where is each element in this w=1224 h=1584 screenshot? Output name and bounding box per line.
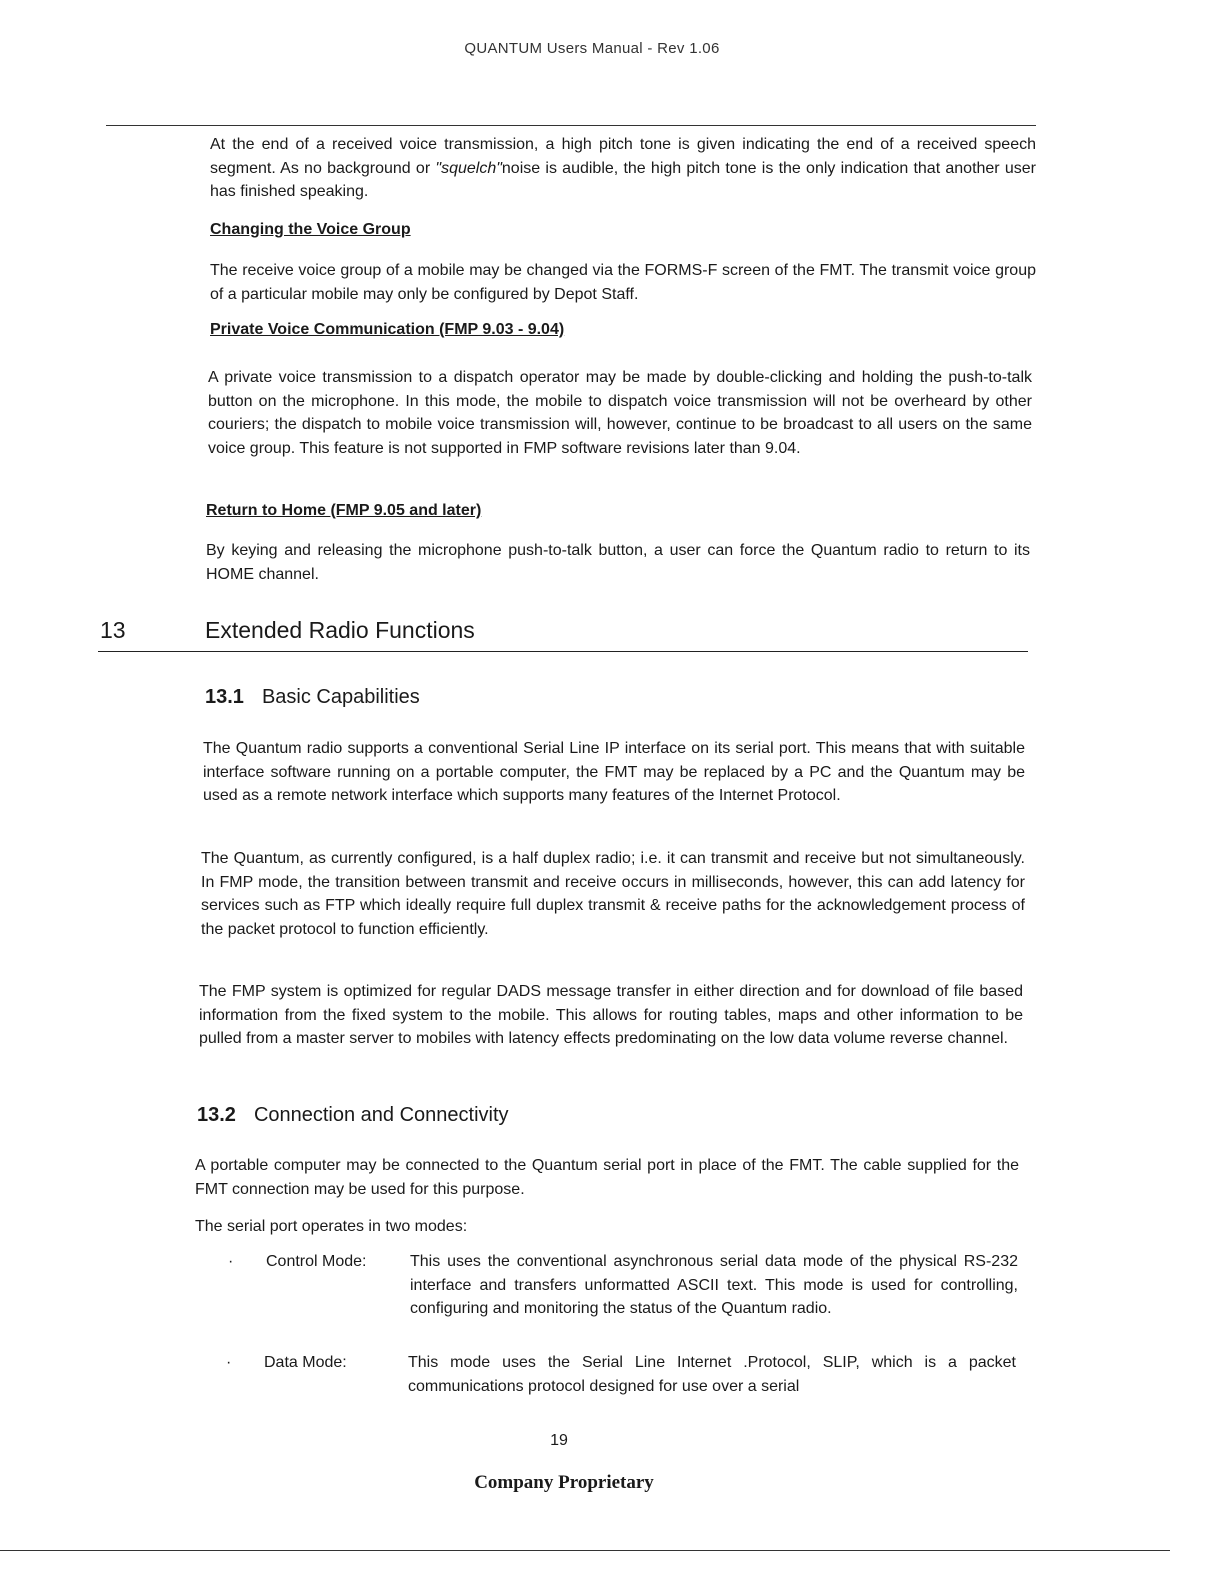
page-header: QUANTUM Users Manual - Rev 1.06 (464, 40, 720, 57)
return-home-heading: Return to Home (FMP 9.05 and later) (206, 502, 482, 519)
subsection-13-1-heading (205, 686, 420, 709)
bullet-dot: · (226, 1354, 232, 1371)
mode-label: Data Mode: (264, 1354, 347, 1371)
subsection-title: Basic Capabilities (261, 686, 420, 708)
mode-description: This mode uses the Serial Line Internet .Protocol, SLIP, which is a packet communications protocol designed for use over a serial (408, 1354, 1016, 1395)
intro-italic: "squelch" (435, 159, 502, 177)
mode-label: Control Mode: (266, 1253, 367, 1270)
footer-rule (0, 1550, 1170, 1551)
bullet-dot: · (228, 1253, 234, 1270)
proprietary-notice: Company Proprietary (474, 1472, 654, 1493)
private-voice-body: A private voice transmission to a dispatch operator may be made by double-clicking and holding the push-to-talk button on the microphone. In this mode, the mobile to dispatch voice transmission will not be overheard by other couriers; the dispatch to mobile voice transmission will, however, continue to be broadcast to all users on the same voice group. This feature is not supported in FMP software revisions later than 9.04. (208, 369, 1032, 457)
section-title: Extended Radio Functions (205, 617, 475, 643)
subsection-13-2-heading (197, 1104, 509, 1127)
intro-text-a: At the end of a received voice transmission, a high pitch tone is given indicating the end of a received speech segment. As no background or (210, 136, 1036, 177)
subsection-title: Connection and Connectivity (253, 1104, 509, 1126)
changing-voice-group-heading: Changing the Voice Group (210, 221, 411, 238)
section-number: 13 (100, 617, 126, 643)
changing-voice-group-body: The receive voice group of a mobile may be changed via the FORMS-F screen of the FMT. The transmit voice group of a particular mobile may only be configured by Depot Staff. (210, 262, 1036, 303)
mode-description: This uses the conventional asynchronous serial data mode of the physical RS-232 interface and transfers unformatted ASCII text. This mode is used for controlling, configuring and monitoring the status of the Quantum radio. (410, 1253, 1018, 1317)
basic-capabilities-p2: The Quantum, as currently configured, is a half duplex radio; i.e. it can transmit and receive but not simultaneously. In FMP mode, the transition between transmit and receive occurs in milliseconds, however, this can add latency for services such as FTP which ideally require full duplex transmit & receive paths for the acknowledgement process of the packet protocol to function efficiently. (201, 850, 1025, 938)
connection-p2: The serial port operates in two modes: (195, 1218, 468, 1235)
private-voice-heading: Private Voice Communication (FMP 9.03 - 9.04) (210, 321, 565, 338)
connection-p1: A portable computer may be connected to the Quantum serial port in place of the FMT. The cable supplied for the FMT connection may be used for this purpose. (195, 1157, 1019, 1198)
intro-paragraph (210, 133, 1036, 204)
header-rule (106, 125, 1036, 126)
subsection-number: 13.1 (205, 686, 244, 708)
page-number: 19 (550, 1432, 568, 1449)
intro-text-b: noise is audible, the high pitch tone is the only indication that another user has finished speaking. (210, 159, 1036, 200)
subsection-number: 13.2 (197, 1104, 236, 1126)
basic-capabilities-p1: The Quantum radio supports a conventional Serial Line IP interface on its serial port. This means that with suitable interface software running on a portable computer, the FMT may be replaced by a PC and the Quantum may be used as a remote network interface which supports many features of the Internet Protocol. (203, 740, 1025, 804)
section-rule (98, 651, 1028, 652)
return-home-body: By keying and releasing the microphone push-to-talk button, a user can force the Quantum radio to return to its HOME channel. (206, 542, 1030, 583)
basic-capabilities-p3: The FMP system is optimized for regular DADS message transfer in either direction and for download of file based information from the fixed system to the mobile. This allows for routing tables, maps and other information to be pulled from a master server to mobiles with latency effects predominating on the low data volume reverse channel. (199, 983, 1023, 1047)
